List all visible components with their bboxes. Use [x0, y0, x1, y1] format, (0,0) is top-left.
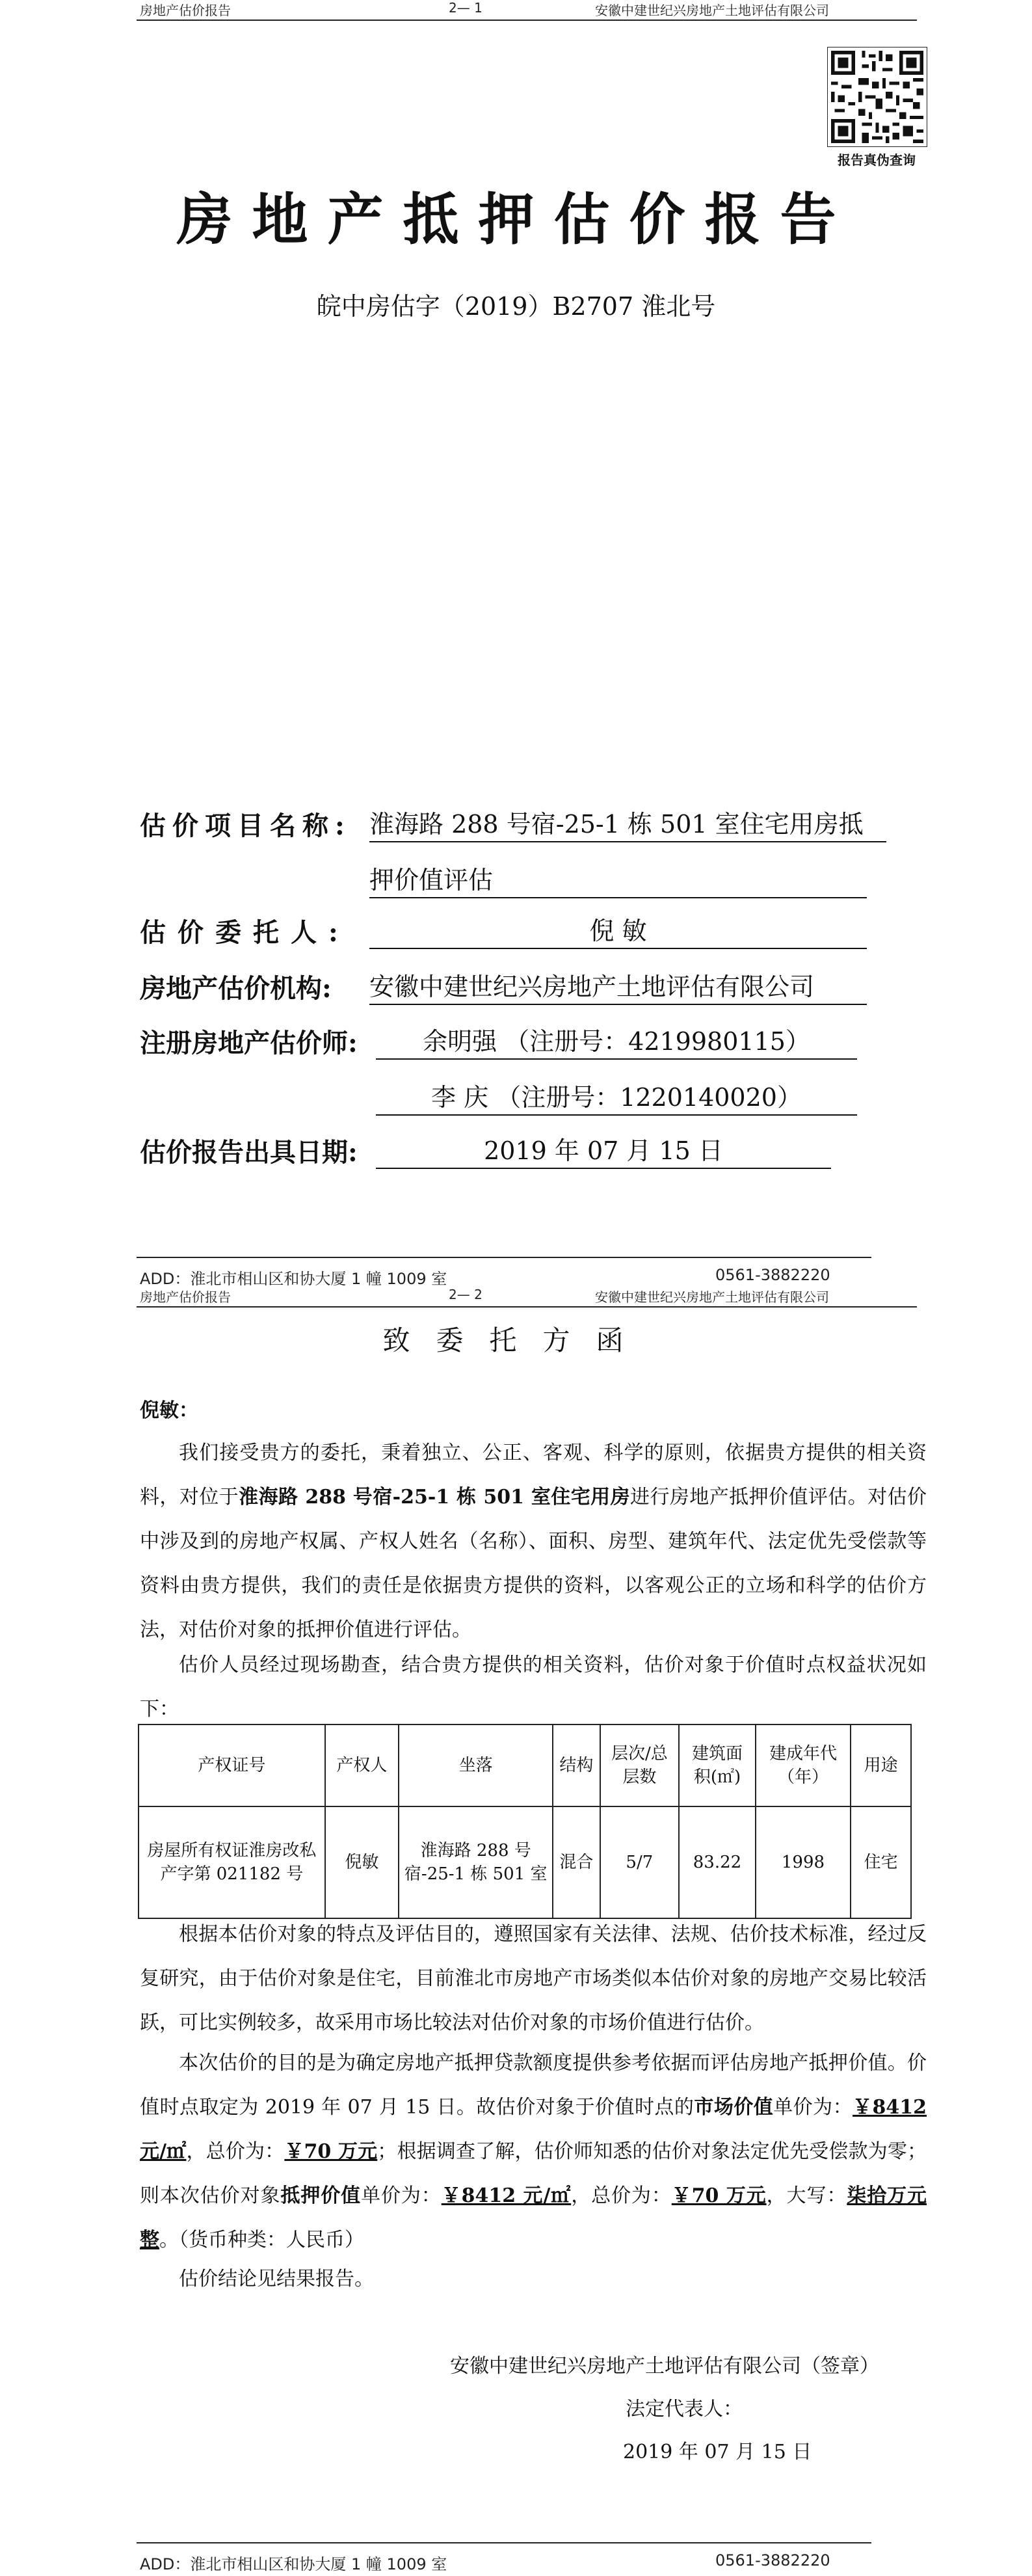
- page2-header-right: 安徽中建世纪兴房地产土地评估有限公司: [595, 1289, 829, 1305]
- paragraph-1: 我们接受贵方的委托，秉着独立、公正、客观、科学的原则，依据贵方提供的相关资料，对位于淮海路 288 号宿-25-1 栋 501 室住宅用房进行房地产抵押价值评估。对估价中涉及到的房地产权属、产权人姓名（名称）、面积、房型、建筑年代、法定优先受偿款等资料由贵方提供，我们的责任是依据贵方提供的资料，以客观公正的立场和科学的估价方法，对估价对象的抵押价值进行评估。: [140, 1442, 927, 1641]
- mortgage-total-price: ￥70 万元: [671, 2184, 767, 2207]
- footer-rule: [137, 1257, 871, 1258]
- table-header: 产权人: [325, 1724, 399, 1806]
- page2-header-page-number: 2— 2: [449, 1287, 483, 1302]
- qr-code-icon: [827, 47, 927, 147]
- appraiser-1: 余明强 （注册号：4219980115）: [376, 1021, 857, 1060]
- report-title: 房地产抵押估价报告: [176, 187, 856, 252]
- page2-header-left: 房地产估价报告: [140, 1289, 231, 1305]
- table-cell: 83.22: [679, 1806, 756, 1918]
- table-cell: 住宅: [851, 1806, 911, 1918]
- header-right: 安徽中建世纪兴房地产土地评估有限公司: [595, 3, 829, 18]
- mortgage-unit-price: ￥8412 元/㎡: [441, 2184, 572, 2207]
- paragraph-4: 本次估价的目的是为确定房地产抵押贷款额度提供参考依据而评估房地产抵押价值。价值时点取定为 2019 年 07 月 15 日。故估价对象于价值时点的市场价值单价为：￥8412 元/㎡，总价为：￥70 万元；根据调查了解，估价师知悉的估价对象法定优先受偿款为零；则本次估价对象抵押价值单价为：￥8412 元/㎡，总价为：￥70 万元，大写：柒拾万元整。（货币种类：人民币）: [140, 2052, 927, 2251]
- mortgage-value-term: 抵押价值: [280, 2184, 362, 2207]
- client-label: 估价委托人:: [140, 917, 350, 948]
- paragraph-5: 估价结论见结果报告。: [179, 2268, 374, 2290]
- market-total-price: ￥70 万元: [284, 2140, 378, 2163]
- table-header: 建筑面积(㎡): [679, 1724, 756, 1806]
- page2-header-rule: [137, 1306, 917, 1308]
- appraiser-2: 李 庆 （注册号：1220140020）: [376, 1077, 857, 1116]
- table-cell: 淮海路 288 号宿-25-1 栋 501 室: [399, 1806, 553, 1918]
- letter-title: 致委托方函: [382, 1324, 650, 1356]
- page2-footer-phone: 0561-3882220: [715, 2551, 830, 2569]
- property-table: [138, 1724, 912, 1919]
- table-header: 坐落: [399, 1724, 553, 1806]
- total-in-words: 柒拾万元整: [140, 2184, 927, 2251]
- signature-date: 2019 年 07 月 15 日: [623, 2441, 812, 2463]
- report-reference-number: 皖中房估字（2019）B2707 淮北号: [316, 292, 716, 321]
- market-value-term: 市场价值: [694, 2096, 774, 2119]
- header-page-number: 2— 1: [449, 0, 483, 16]
- table-header: 建成年代（年）: [756, 1724, 851, 1806]
- signature-company: 安徽中建世纪兴房地产土地评估有限公司（签章）: [450, 2355, 879, 2378]
- header-rule: [137, 20, 917, 21]
- table-header: 结构: [553, 1724, 600, 1806]
- project-name-label: 估价项目名称:: [140, 811, 351, 841]
- table-header: 层次/总层数: [600, 1724, 680, 1806]
- project-name-value-line1: 淮海路 288 号宿-25-1 栋 501 室住宅用房抵: [369, 804, 886, 842]
- table-cell: 混合: [553, 1806, 600, 1918]
- client-value: 倪 敏: [369, 911, 867, 949]
- table-cell: 1998: [756, 1806, 851, 1918]
- appraisal-org-value: 安徽中建世纪兴房地产土地评估有限公司: [369, 967, 867, 1005]
- table-row: [139, 1806, 911, 1918]
- footer-address: ADD：淮北市相山区和协大厦 1 幢 1009 室: [140, 1270, 447, 1288]
- market-unit-price: ￥8412 元/㎡: [140, 2096, 927, 2163]
- report-date-label: 估价报告出具日期:: [140, 1137, 358, 1168]
- table-header: 产权证号: [139, 1724, 325, 1806]
- paragraph-2: 估价人员经过现场勘查，结合贵方提供的相关资料，估价对象于价值时点权益状况如下：: [140, 1654, 927, 1721]
- page2-footer-rule: [137, 2542, 871, 2543]
- report-date-value: 2019 年 07 月 15 日: [376, 1131, 831, 1169]
- table-header-row: [139, 1724, 911, 1806]
- paragraph-3: 根据本估价对象的特点及评估目的，遵照国家有关法律、法规、估价技术标准，经过反复研究，由于估价对象是住宅，目前淮北市房地产市场类似本估价对象的房地产交易比较活跃，可比实例较多，故采用市场比较法对估价对象的市场价值进行估价。: [140, 1923, 927, 2034]
- appraiser-label: 注册房地产估价师:: [140, 1028, 358, 1058]
- table-cell: 房屋所有权证淮房改私产字第 021182 号: [139, 1806, 325, 1918]
- appraisal-org-label: 房地产估价机构:: [140, 973, 332, 1004]
- table-cell: 倪敏: [325, 1806, 399, 1918]
- table-cell: 5/7: [600, 1806, 680, 1918]
- salutation: 倪敏：: [140, 1399, 198, 1422]
- property-address: 淮海路 288 号宿-25-1 栋 501 室住宅用房: [239, 1486, 631, 1509]
- legal-representative-label: 法定代表人：: [626, 2398, 743, 2421]
- table-header: 用途: [851, 1724, 911, 1806]
- project-name-value-line2: 押价值评估: [369, 860, 867, 898]
- qr-caption: 报告真伪查询: [838, 152, 916, 168]
- header-left: 房地产估价报告: [140, 3, 231, 18]
- page2-footer-address: ADD：淮北市相山区和协大厦 1 幢 1009 室: [140, 2555, 447, 2573]
- footer-phone: 0561-3882220: [715, 1266, 830, 1284]
